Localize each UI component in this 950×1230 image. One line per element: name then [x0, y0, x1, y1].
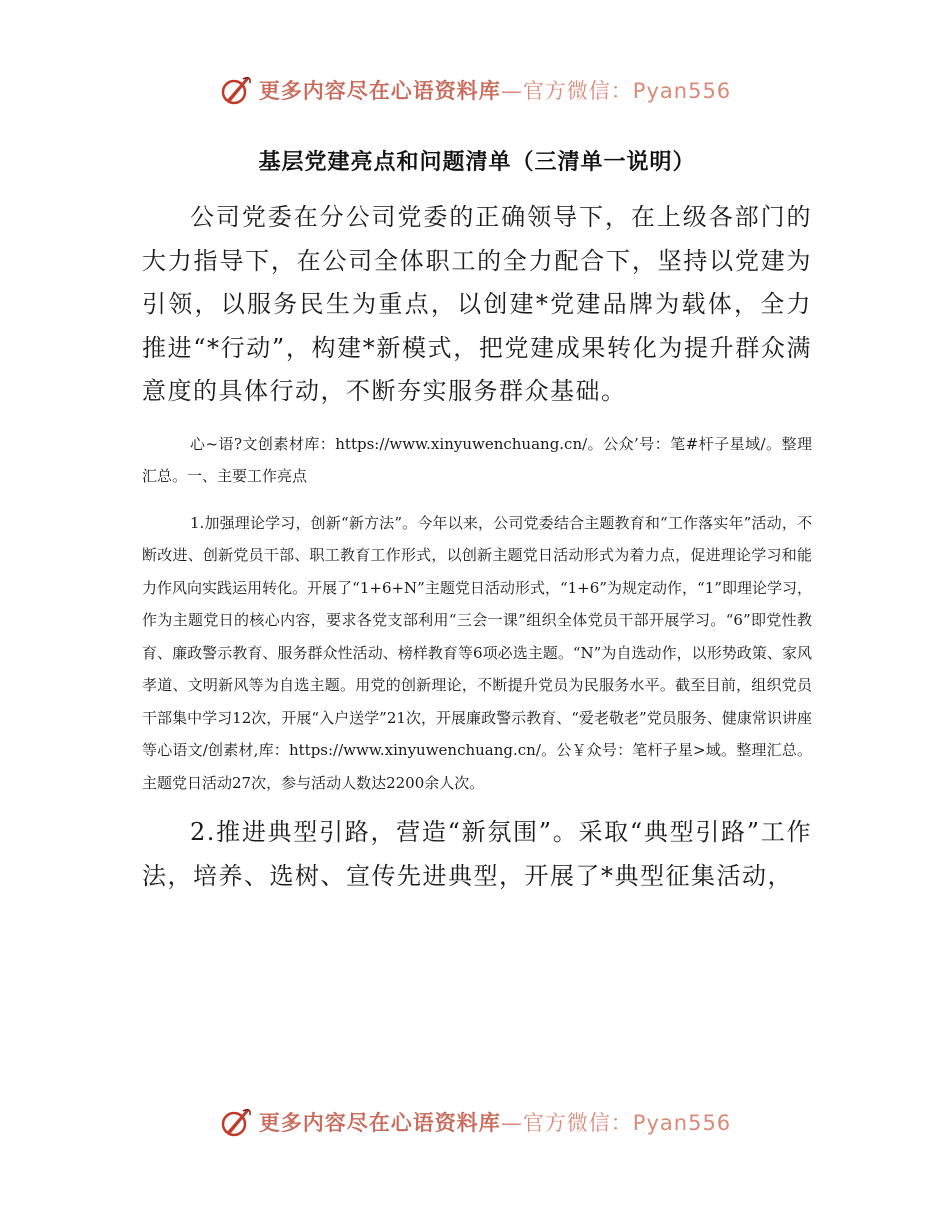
intro-paragraph: 公司党委在分公司党委的正确领导下，在上级各部门的大力指导下，在公司全体职工的全力配合下，坚持以党建为引领，以服务民生为重点，以创建*党建品牌为载体，全力推进“*行动”，构建*新模式，把党建成果转化为提升群众满意度的具体行动，不断夯实服务群众基础。: [142, 203, 812, 405]
footer-banner: [0, 1100, 950, 1144]
header-banner-tail: 官方微信：Pyan556: [522, 79, 732, 103]
source-note-paragraph: 心~语?文创素材库：https://www.xinyuwenchuang.cn/。公众’号：笔#杆子星域/。整理汇总。一、主要工作亮点: [142, 434, 812, 485]
header-banner-text: [259, 75, 731, 105]
header-banner: [0, 68, 950, 112]
page-title: 基层党建亮点和问题清单（三清单一说明）: [258, 149, 696, 175]
footer-banner-main: 更多内容尽在心语资料库: [258, 1111, 501, 1135]
footer-banner-sep: —: [500, 1111, 523, 1135]
footer-banner-tail: 官方微信：Pyan556: [522, 1111, 732, 1135]
header-banner-sep: —: [500, 79, 523, 103]
footer-banner-text: [259, 1107, 731, 1137]
header-banner-main: 更多内容尽在心语资料库: [258, 79, 501, 103]
item1-paragraph: 1.加强理论学习，创新“新方法”。今年以来，公司党委结合主题教育和“工作落实年”活动，不断改进、创新党员干部、职工教育工作形式，以创新主题党日活动形式为着力点，促进理论学习和能力作风向实践运用转化。开展了“1+6+N”主题党日活动形式，“1+6”为规定动作，“1”即理论学习，作为主题党日的核心内容，要求各党支部利用“三会一课”组织全体党员干部开展学习。“6”即党性教育、廉政警示教育、服务群众性活动、榜样教育等6项必选主题。“N”为自选动作，以形势政策、家风孝道、文明新风等为自选主题。用党的创新理论，不断提升党员为民服务水平。截至目前，组织党员干部集中学习12次，开展“入户送学”21次，开展廉政警示教育、“爱老敬老”党员服务、健康常识讲座等心语文/创素材,库：https://www.xinyuwenchuang.cn/。公￥众号：笔杆子星>域。整理汇总。主题党日活动27次，参与活动人数达2200余人次。: [142, 513, 812, 792]
item2-paragraph: 2.推进典型引路，营造“新氛围”。采取“典型引路”工作法，培养、选树、宣传先进典型，开展了*典型征集活动，: [142, 818, 812, 890]
quill-logo-icon: [219, 1105, 253, 1139]
quill-logo-icon: [219, 73, 253, 107]
document-body: [142, 145, 812, 898]
